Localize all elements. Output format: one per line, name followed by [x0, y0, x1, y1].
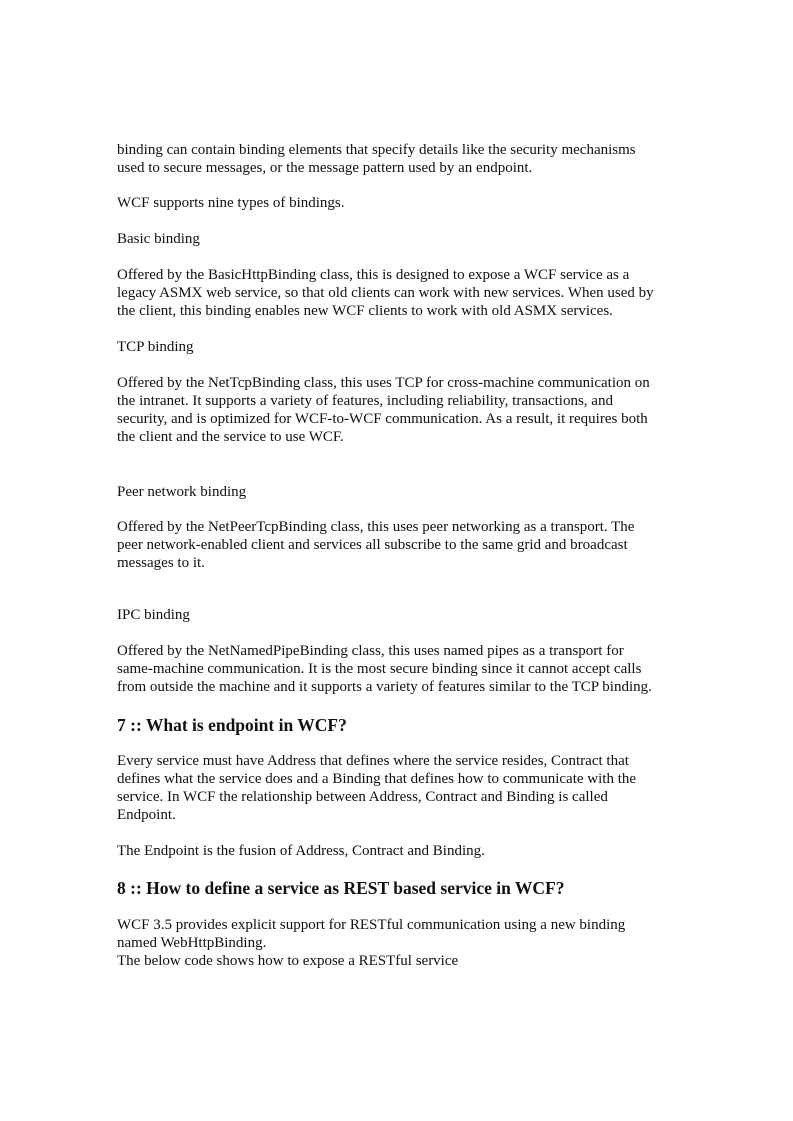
- ipc-binding-paragraph: [117, 642, 717, 696]
- text-line: from outside the machine and it supports a variety of features similar to the TCP binding.: [117, 679, 652, 695]
- text-line: same-machine communication. It is the most secure binding since it cannot accept calls: [117, 661, 642, 677]
- tcp-binding-title: [117, 338, 717, 356]
- rest-paragraph: [117, 916, 717, 970]
- basic-binding-paragraph: [117, 266, 717, 320]
- text-line: peer network-enabled client and services all subscribe to the same grid and broadcast: [117, 537, 628, 553]
- peer-binding-paragraph: [117, 518, 717, 572]
- text-line: the client and the service to use WCF.: [117, 429, 344, 445]
- peer-binding-title: [117, 483, 717, 501]
- text-line: used to secure messages, or the message pattern used by an endpoint.: [117, 160, 533, 176]
- text-line: service. In WCF the relationship between Address, Contract and Binding is called: [117, 789, 608, 805]
- text-line: legacy ASMX web service, so that old clients can work with new services. When used by: [117, 285, 654, 301]
- text-line: named WebHttpBinding.: [117, 935, 267, 951]
- tcp-binding-paragraph: [117, 374, 717, 446]
- text-line: TCP binding: [117, 339, 194, 355]
- question-8-heading: 8 :: How to define a service as REST based service in WCF?: [117, 878, 565, 898]
- nine-types-text: [117, 194, 717, 212]
- text-line: Offered by the NetNamedPipeBinding class, this uses named pipes as a transport for: [117, 643, 624, 659]
- text-line: Offered by the BasicHttpBinding class, this is designed to expose a WCF service as a: [117, 267, 630, 283]
- endpoint-paragraph: [117, 752, 717, 824]
- intro-paragraph: [117, 141, 717, 177]
- text-line: the intranet. It supports a variety of features, including reliability, transactions, and: [117, 393, 613, 409]
- text-line: Offered by the NetPeerTcpBinding class, this uses peer networking as a transport. The: [117, 519, 635, 535]
- text-line: Every service must have Address that defines where the service resides, Contract that: [117, 753, 629, 769]
- text-line: Basic binding: [117, 231, 200, 247]
- ipc-binding-title: [117, 606, 717, 624]
- text-line: defines what the service does and a Binding that defines how to communicate with the: [117, 771, 637, 787]
- text-line: WCF supports nine types of bindings.: [117, 195, 345, 211]
- text-line: security, and is optimized for WCF-to-WCF communication. As a result, it requires both: [117, 411, 648, 427]
- text-line: binding can contain binding elements that specify details like the security mechanisms: [117, 142, 636, 158]
- text-line: WCF 3.5 provides explicit support for RESTful communication using a new binding: [117, 917, 626, 933]
- text-line: Offered by the NetTcpBinding class, this uses TCP for cross-machine communication on: [117, 375, 650, 391]
- endpoint-fusion-text: [117, 842, 717, 860]
- text-line: messages to it.: [117, 555, 205, 571]
- question-7-heading: 7 :: What is endpoint in WCF?: [117, 715, 347, 735]
- text-line: IPC binding: [117, 607, 190, 623]
- text-line: the client, this binding enables new WCF clients to work with old ASMX services.: [117, 303, 613, 319]
- text-line: Endpoint.: [117, 807, 176, 823]
- text-line: The below code shows how to expose a RESTful service: [117, 953, 459, 969]
- basic-binding-title: [117, 230, 717, 248]
- text-line: Peer network binding: [117, 484, 247, 500]
- text-line: The Endpoint is the fusion of Address, Contract and Binding.: [117, 843, 485, 859]
